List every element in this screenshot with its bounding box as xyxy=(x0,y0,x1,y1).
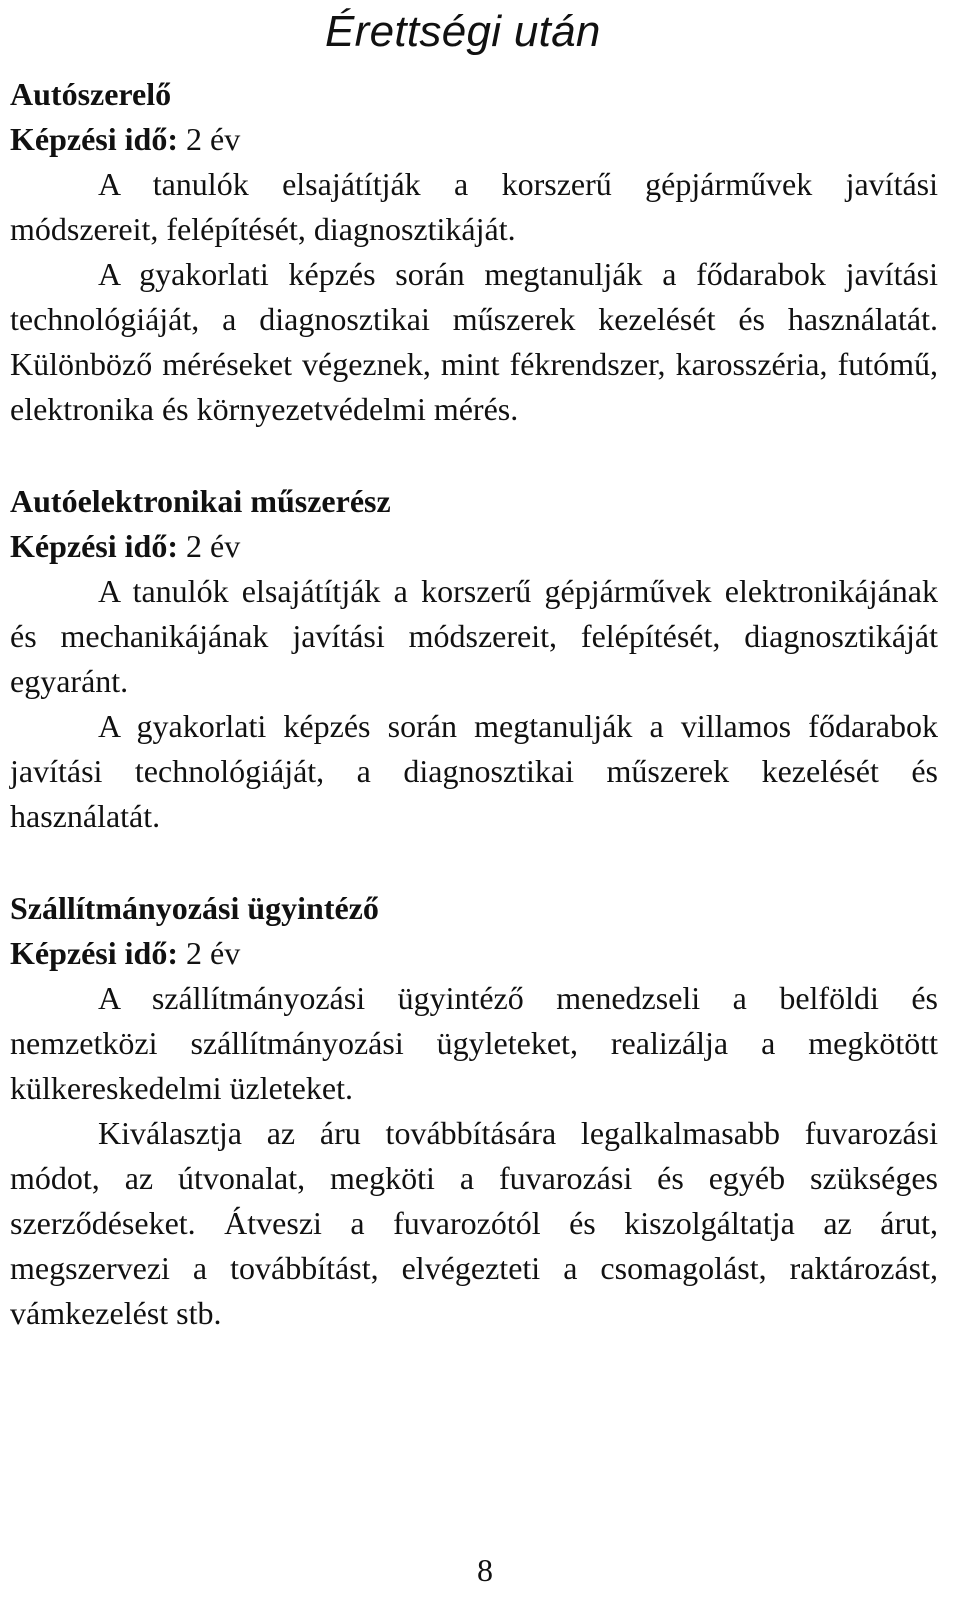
training-duration xyxy=(10,117,938,162)
section-paragraph: A szállítmányozási ügyintéző menedzseli a belföldi és nemzetközi szállítmányozási ügyleteket, realizálja a megkötött külkereskedelmi üzleteket. xyxy=(10,980,938,1106)
duration-label: Képzési idő: xyxy=(10,121,178,157)
section-szallitmanyozasi-ugyintezo xyxy=(10,886,938,1336)
section-heading: Autóelektronikai műszerész xyxy=(10,483,391,519)
section-paragraph: A tanulók elsajátítják a korszerű gépjárművek elektronikájának és mechanikájának javítási módszereit, felépítését, diagnosztikáját egyaránt. xyxy=(10,573,938,699)
section-paragraph: Kiválasztja az áru továbbítására legalkalmasabb fuvarozási módot, az útvonalat, megköti a fuvarozási és egyéb szükséges szerződéseket. Átveszi a fuvarozótól és kiszolgáltatja az árut, megszervezi a továbbítást, elvégezteti a csomagolást, raktározást, vámkezelést stb. xyxy=(10,1115,938,1331)
document-body xyxy=(10,72,938,1336)
section-paragraph: A gyakorlati képzés során megtanulják a fődarabok javítási technológiáját, a diagnosztikai műszerek kezelését és használatát. Különböző méréseket végeznek, mint fékrendszer, karosszéria, futómű, elektronika és környezetvédelmi mérés. xyxy=(10,256,938,427)
duration-label: Képzési idő: xyxy=(10,528,178,564)
section-paragraph: A gyakorlati képzés során megtanulják a villamos fődarabok javítási technológiáját, a diagnosztikai műszerek kezelését és használatát. xyxy=(10,708,938,834)
section-autoszerelo xyxy=(10,72,938,432)
training-duration xyxy=(10,931,938,976)
training-duration xyxy=(10,524,938,569)
section-autoelektronikai-muszeresz xyxy=(10,479,938,839)
duration-label: Képzési idő: xyxy=(10,935,178,971)
duration-value: 2 év xyxy=(185,528,241,564)
section-heading: Szállítmányozási ügyintéző xyxy=(10,890,379,926)
section-heading: Autószerelő xyxy=(10,76,172,112)
duration-value: 2 év xyxy=(185,121,241,157)
duration-value: 2 év xyxy=(185,935,241,971)
section-paragraph: A tanulók elsajátítják a korszerű gépjárművek javítási módszereit, felépítését, diagnosztikáját. xyxy=(10,166,938,247)
page-title: Érettségi után xyxy=(325,7,601,56)
page-number: 8 xyxy=(477,1552,493,1588)
